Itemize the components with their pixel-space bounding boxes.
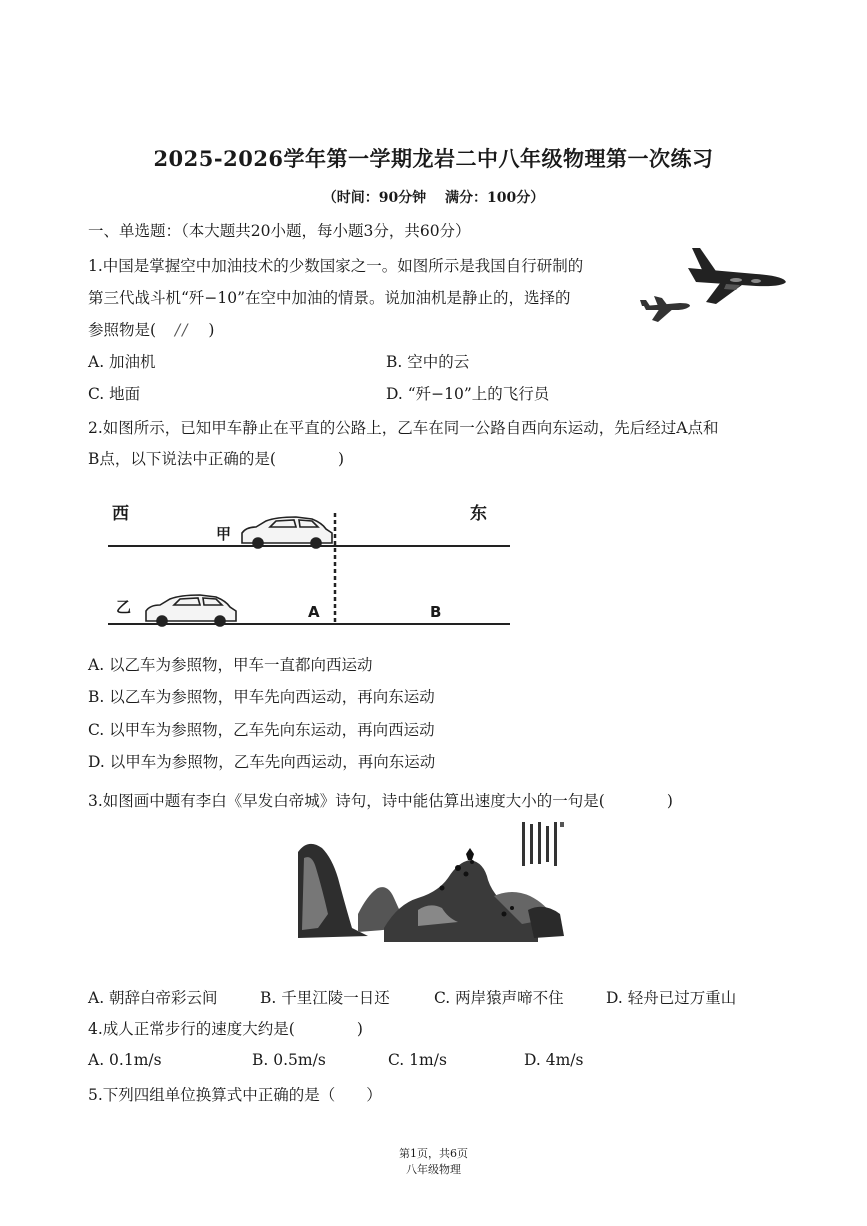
exam-title: 2025-2026学年第一学期龙岩二中八年级物理第一次练习 (153, 146, 714, 171)
road-diagram (100, 495, 520, 635)
label-point-b: B (430, 603, 442, 621)
refueling-aircraft-image (636, 240, 796, 330)
q3-option-c[interactable]: C. 两岸猿声啼不住 (434, 989, 564, 1007)
car-yi-icon (146, 595, 236, 626)
landscape-painting-image (298, 818, 570, 946)
label-point-a: A (308, 603, 320, 621)
car-jia-icon (242, 517, 332, 548)
q2-option-a[interactable]: A. 以乙车为参照物，甲车一直都向西运动 (88, 656, 373, 674)
q3-line1: 3.如图画中题有李白《早发白帝城》诗句，诗中能估算出速度大小的一句是( ) (88, 792, 673, 810)
footer-subject: 八年级物理 (406, 1163, 461, 1176)
q1-option-a[interactable]: A. 加油机 (88, 353, 156, 371)
q2-option-c[interactable]: C. 以甲车为参照物，乙车先向东运动，再向西运动 (88, 721, 435, 739)
q1-line1: 1.中国是掌握空中加油技术的少数国家之一。如图所示是我国自行研制的 (88, 257, 584, 275)
q1-line3-prefix: 参照物是( (88, 321, 157, 339)
q2-option-b[interactable]: B. 以乙车为参照物，甲车先向西运动，再向东运动 (88, 688, 435, 706)
q3-option-b[interactable]: B. 千里江陵一日还 (260, 989, 390, 1007)
q3-option-a[interactable]: A. 朝辞白帝彩云间 (88, 989, 218, 1007)
q4-line1: 4.成人正常步行的速度大约是( ) (88, 1020, 363, 1038)
tanker-plane-icon (688, 248, 786, 304)
q1-line2: 第三代战斗机“歼−10”在空中加油的情景。说加油机是静止的，选择的 (88, 289, 571, 307)
q2-line1: 2.如图所示，已知甲车静止在平直的公路上，乙车在同一公路自西向东运动，先后经过A点和 (88, 419, 719, 437)
q1-line3-suffix: ) (208, 321, 215, 339)
label-car-jia: 甲 (216, 525, 232, 543)
q1-option-c[interactable]: C. 地面 (88, 385, 141, 403)
q3-option-d[interactable]: D. 轻舟已过万重山 (606, 989, 737, 1007)
q5-line1: 5.下列四组单位换算式中正确的是（ ） (88, 1086, 382, 1104)
page-number: 第1页，共6页 (399, 1147, 468, 1160)
fighter-jet-icon (640, 296, 690, 322)
q1-line3 (88, 318, 214, 340)
q1-option-d[interactable]: D. “歼−10”上的飞行员 (386, 385, 550, 403)
q1-handwritten-mark: // (175, 321, 190, 339)
q1-option-b[interactable]: B. 空中的云 (386, 353, 470, 371)
label-east: 东 (470, 504, 487, 524)
label-west: 西 (112, 504, 129, 524)
q4-option-d[interactable]: D. 4m/s (524, 1051, 584, 1069)
section-heading: 一、单选题：（本大题共20小题，每小题3分，共60分） (88, 222, 471, 240)
q2-line2: B点，以下说法中正确的是( ) (88, 450, 344, 468)
exam-subtitle: （时间：90分钟 满分：100分） (322, 190, 545, 206)
calligraphy-columns (522, 822, 564, 866)
q4-option-a[interactable]: A. 0.1m/s (88, 1051, 162, 1069)
label-car-yi: 乙 (116, 598, 132, 616)
q4-option-b[interactable]: B. 0.5m/s (252, 1051, 326, 1069)
q2-option-d[interactable]: D. 以甲车为参照物，乙车先向西运动，再向东运动 (88, 753, 436, 771)
q4-option-c[interactable]: C. 1m/s (388, 1051, 447, 1069)
